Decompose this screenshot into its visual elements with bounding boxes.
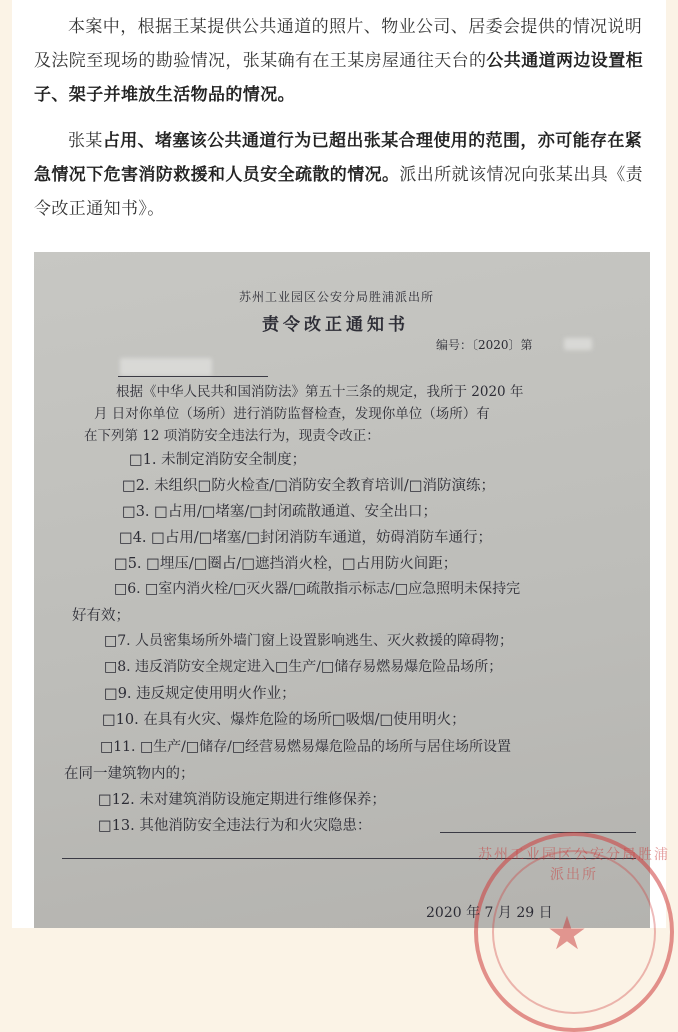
notice-date: 2020 年 7 月 29 日 [426, 905, 553, 921]
notice-photo [34, 252, 670, 960]
text-plain: 本案中，根据王某提供公共通道的照片、物业公司、居委会提供的情况说明及法院至现场的勘验情况，张某确有在王某房屋通往天台的 [34, 17, 643, 71]
notice-item: □12. 未对建筑消防设施定期进行维修保养； [98, 792, 386, 808]
redaction-number [564, 338, 592, 350]
notice-item: □13. 其他消防安全违法行为和火灾隐患： [98, 818, 372, 834]
notice-item: □4. □占用/□堵塞/□封闭消防车通道，妨碍消防车通行； [119, 530, 493, 546]
paragraph-analysis [34, 124, 646, 226]
blank-line-1 [440, 832, 636, 833]
notice-item: □8. 违反消防安全规定进入□生产/□储存易燃易爆危险品场所； [104, 659, 503, 675]
notice-basis-line2: 月 日对你单位（场所）进行消防监督检查，发现你单位（场所）有 [94, 406, 490, 422]
redaction-recipient [120, 358, 212, 376]
notice-item: □5. □埋压/□圈占/□遮挡消火栓，□占用防火间距； [114, 556, 458, 572]
text-plain: 派出所就该情况向张某出具《责令改正通知书》。 [34, 165, 644, 219]
notice-item: 好有效； [72, 608, 130, 624]
notice-item: □11. □生产/□储存/□经营易燃易爆危险品的场所与居住场所设置 [100, 739, 512, 755]
seal-star-icon: ★ [546, 906, 588, 960]
paragraph-case-facts [34, 10, 646, 112]
notice-basis-line3: 在下列第 12 项消防安全违法行为，现责令改正： [84, 428, 380, 444]
notice-basis-line1: 根据《中华人民共和国消防法》第五十三条的规定，我所于 2020 年 [116, 384, 524, 400]
notice-item: □1. 未制定消防安全制度； [129, 452, 307, 468]
recipient-line [118, 376, 268, 377]
notice-title: 责令改正通知书 [262, 315, 409, 335]
notice-item: □9. 违反规定使用明火作业； [104, 686, 296, 702]
text-bold: 公共通道两边设置柜子、架子并堆放生活物品的情况。 [34, 51, 644, 105]
notice-item: 在同一建筑物内的； [64, 766, 195, 782]
seal-text: 苏州工业园区公安分局胜浦派出所 [478, 847, 670, 883]
notice-item: □3. □占用/□堵塞/□封闭疏散通道、安全出口； [122, 504, 438, 520]
notice-item: □6. □室内消火栓/□灭火器/□疏散指示标志/□应急照明未保持完 [114, 581, 521, 597]
official-seal [474, 832, 674, 1032]
notice-issuer: 苏州工业园区公安分局胜浦派出所 [239, 290, 435, 304]
notice-item: □10. 在具有火灾、爆炸危险的场所□吸烟/□使用明火； [102, 712, 466, 728]
notice-number: 编号：〔2020〕第 [436, 338, 533, 352]
text-bold: 占用、堵塞该公共通道行为已超出张某合理使用的范围，亦可能存在紧急情况下危害消防救援和人员安全疏散的情况。 [34, 131, 643, 185]
text-plain: 张某 [68, 131, 103, 151]
notice-item: □7. 人员密集场所外墙门窗上设置影响逃生、灭火救援的障碍物； [104, 633, 514, 649]
notice-item: □2. 未组织□防火检查/□消防安全教育培训/□消防演练； [122, 478, 496, 494]
